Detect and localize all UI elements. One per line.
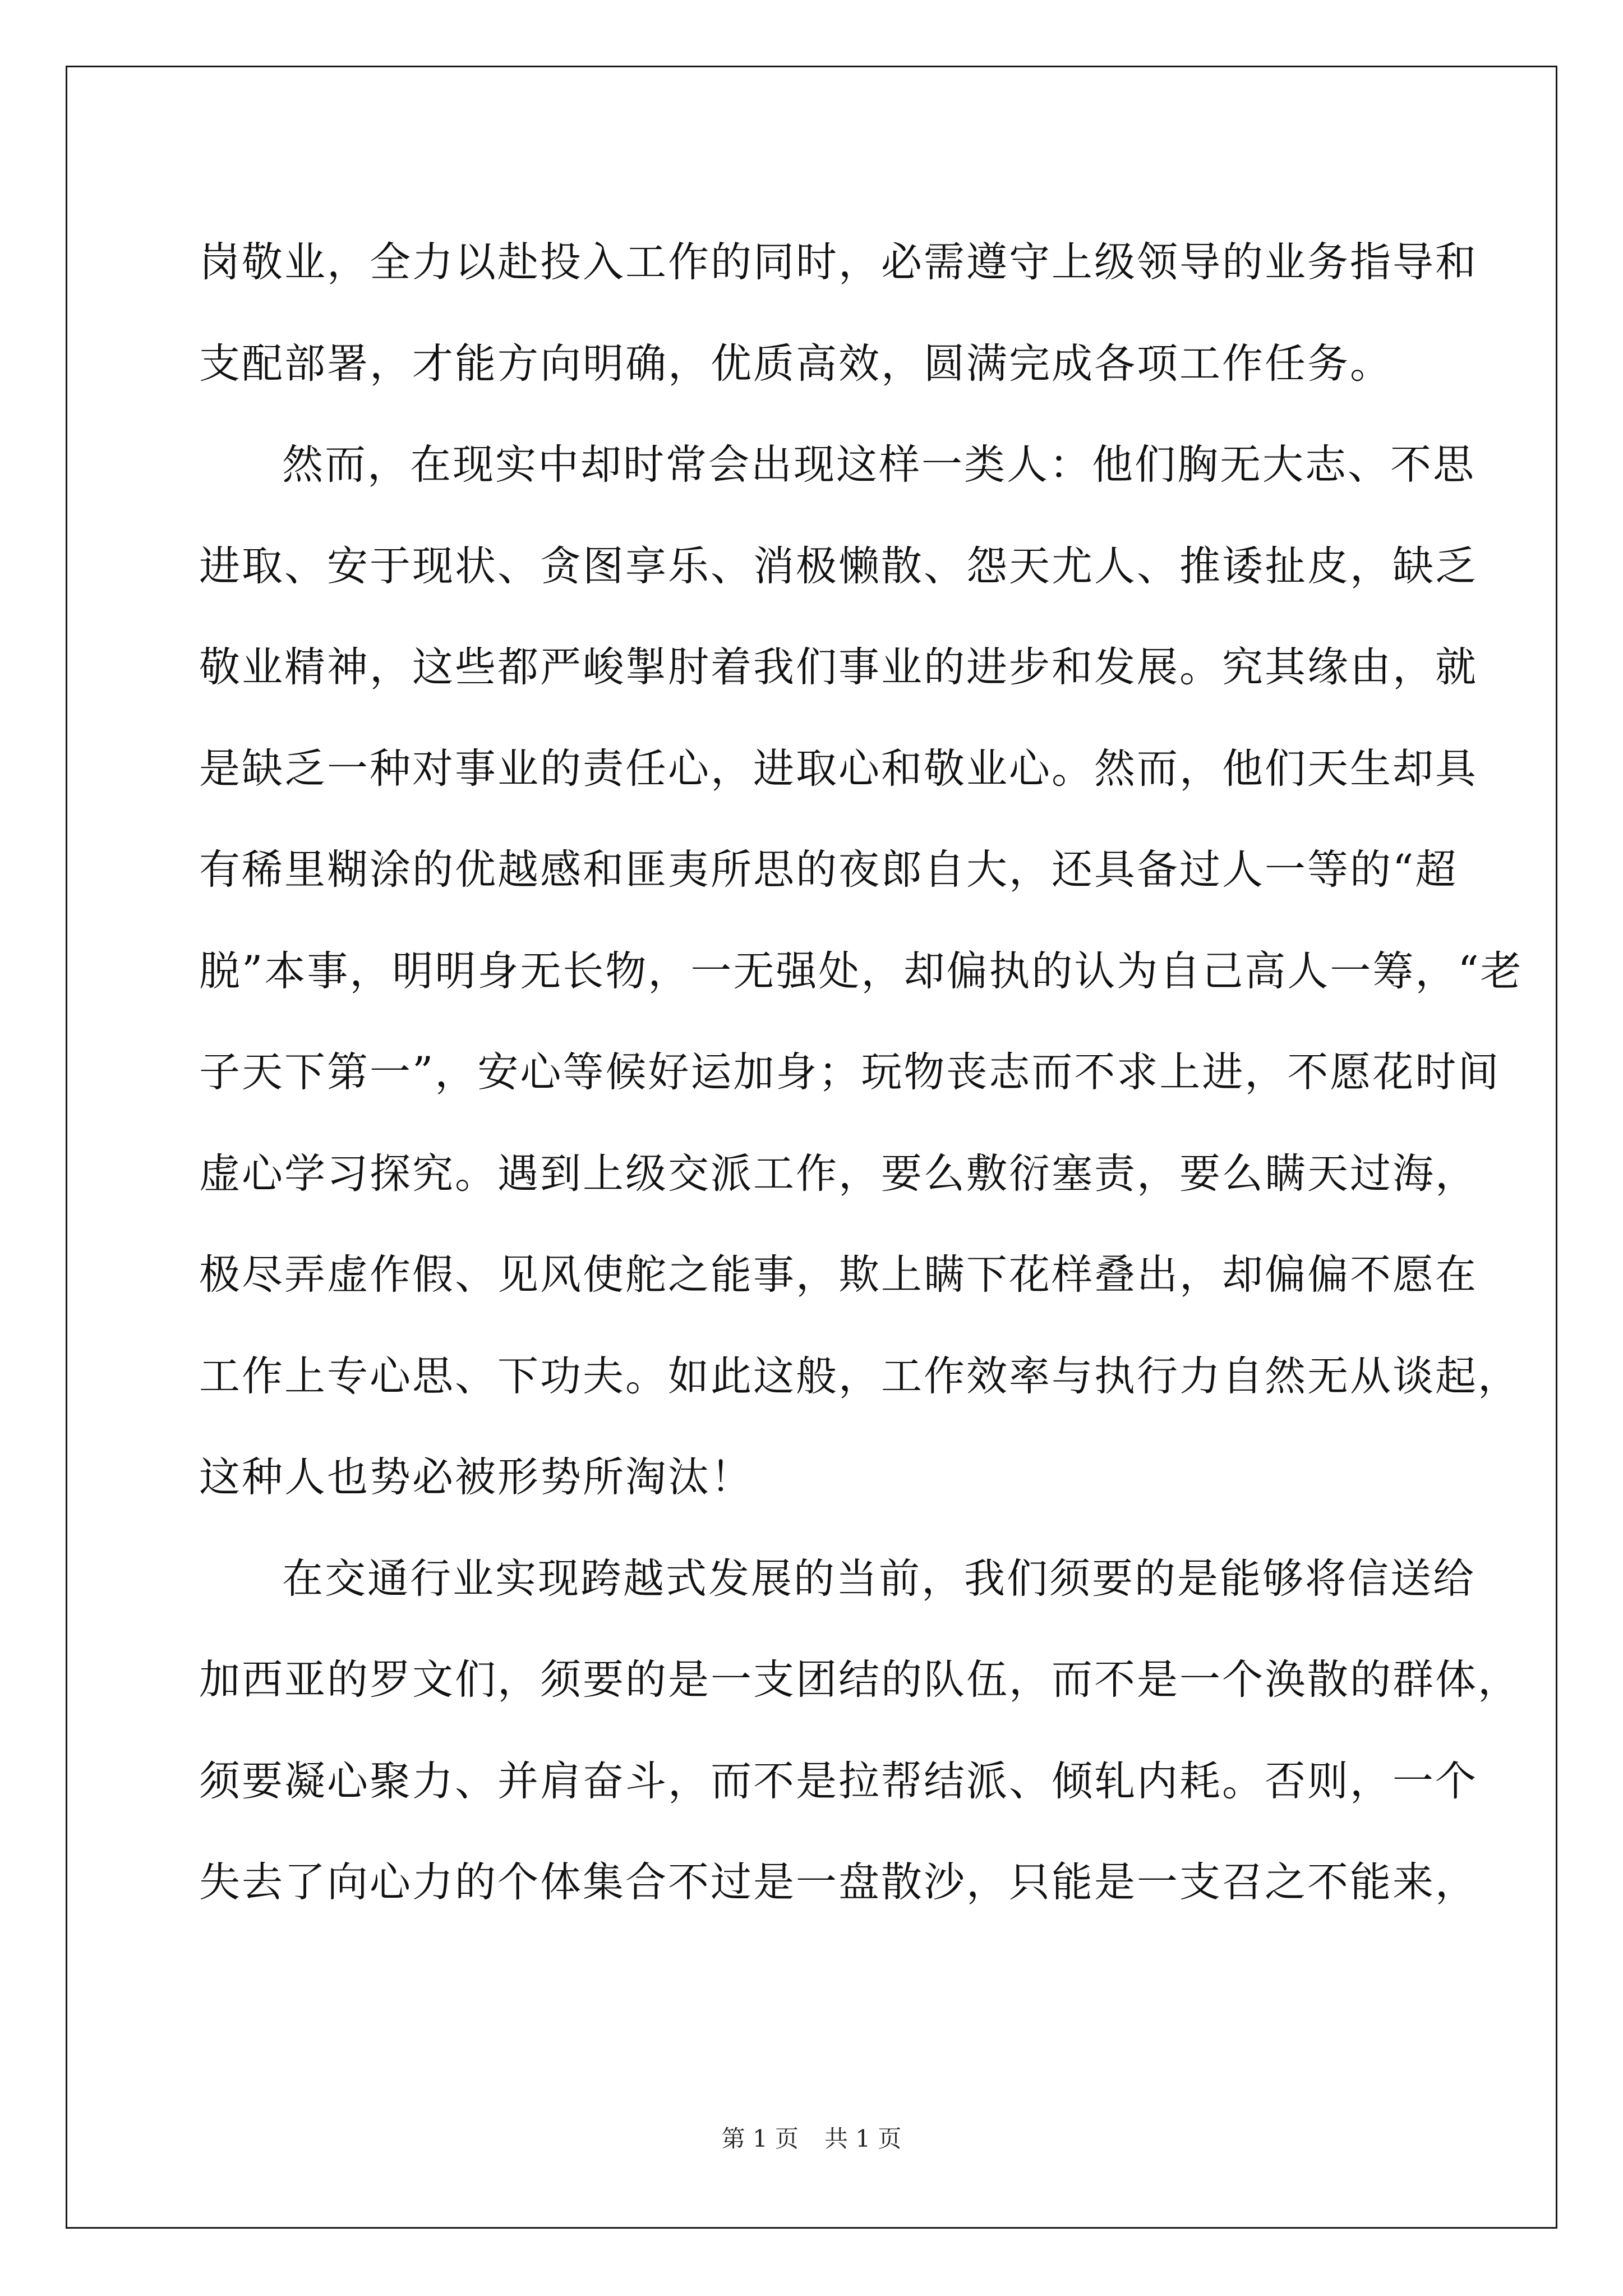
text-line: 岗敬业，全力以赴投入工作的同时，必需遵守上级领导的业务指导和 [199, 238, 1478, 286]
page-total: 共 1 页 [824, 2125, 902, 2152]
text-line: 然而，在现实中却时常会出现这样一类人：他们胸无大志、不思 [282, 441, 1476, 489]
text-line: 须要凝心聚力、并肩奋斗，而不是拉帮结派、倾轧内耗。否则，一个 [199, 1757, 1478, 1805]
text-line: 脱”本事，明明身无长物，一无强处，却偏执的认为自己高人一筹，“老 [199, 947, 1523, 995]
document-body [199, 212, 1523, 1934]
text-line: 极尽弄虚作假、见风使舵之能事，欺上瞒下花样叠出，却偏偏不愿在 [199, 1251, 1478, 1299]
text-line: 虚心学习探究。遇到上级交派工作，要么敷衍塞责，要么瞒天过海， [199, 1149, 1478, 1198]
page-number: 第 1 页 [721, 2125, 799, 2152]
text-line: 子天下第一”，安心等候好运加身；玩物丧志而不求上进，不愿花时间 [199, 1048, 1501, 1096]
text-line: 这种人也势必被形势所淘汰！ [199, 1453, 753, 1501]
text-line: 支配部署，才能方向明确，优质高效，圆满完成各项工作任务。 [199, 339, 1393, 388]
text-line: 失去了向心力的个体集合不过是一盘散沙，只能是一支召之不能来， [199, 1858, 1478, 1906]
text-line: 进取、安于现状、贪图享乐、消极懒散、怨天尤人、推诿扯皮，缺乏 [199, 542, 1478, 590]
text-line: 敬业精神，这些都严峻掣肘着我们事业的进步和发展。究其缘由，就 [199, 643, 1478, 691]
page-footer [0, 2120, 1623, 2154]
text-line: 在交通行业实现跨越式发展的当前，我们须要的是能够将信送给 [282, 1554, 1476, 1603]
text-line: 有稀里糊涂的优越感和匪夷所思的夜郎自大，还具备过人一等的“超 [199, 846, 1458, 894]
text-line: 是缺乏一种对事业的责任心，进取心和敬业心。然而，他们天生却具 [199, 744, 1478, 793]
text-line: 加西亚的罗文们，须要的是一支团结的队伍，而不是一个涣散的群体， [199, 1656, 1520, 1704]
text-line: 工作上专心思、下功夫。如此这般，工作效率与执行力自然无从谈起， [199, 1352, 1520, 1400]
